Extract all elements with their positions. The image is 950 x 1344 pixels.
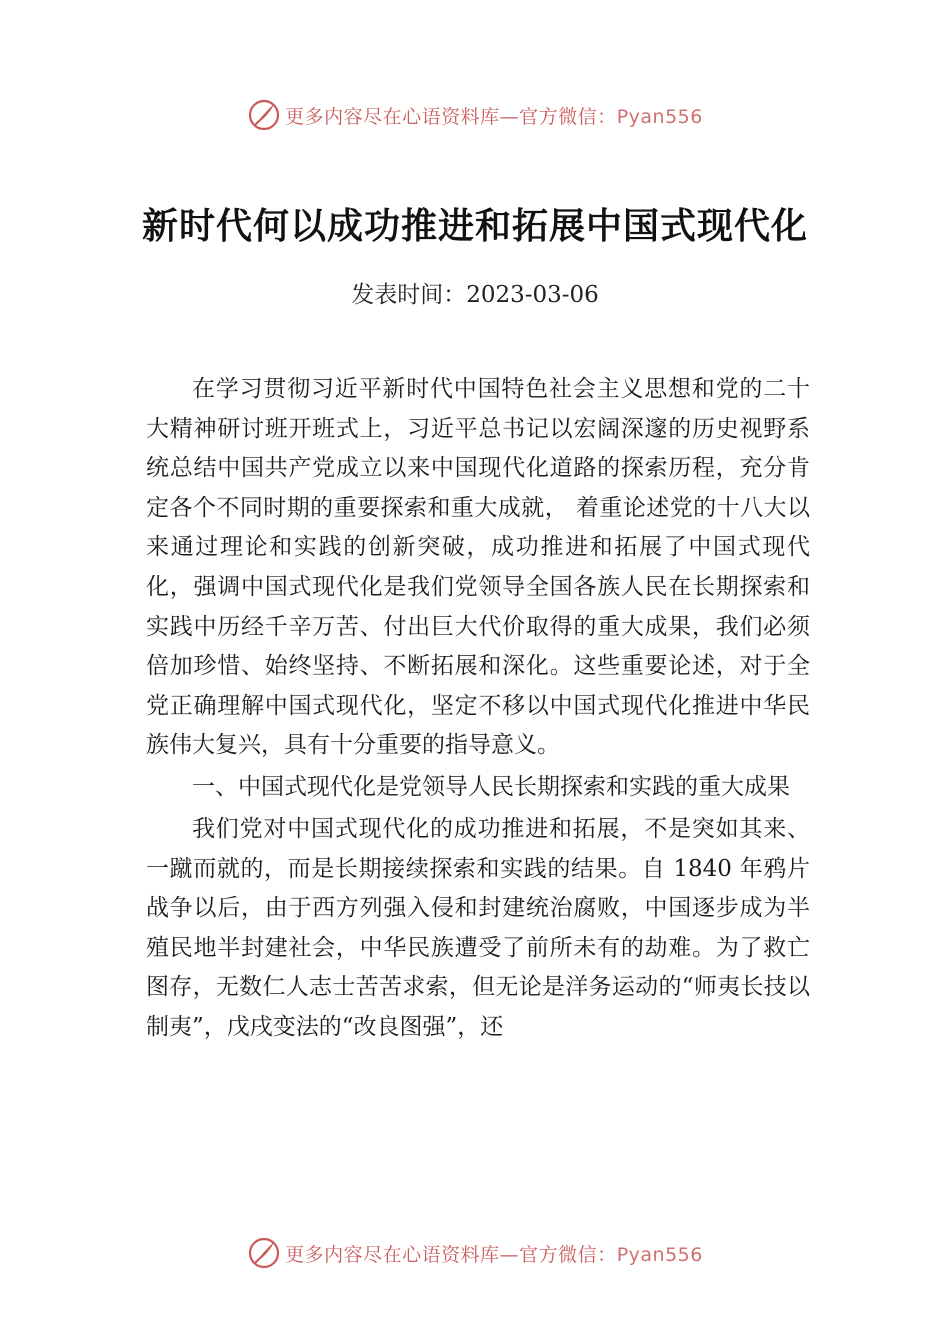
banner-wechat-id: Pyan556: [616, 105, 703, 128]
banner-wechat-id: Pyan556: [616, 1243, 703, 1266]
section-heading: 一、中国式现代化是党领导人民长期探索和实践的重大成果: [192, 773, 790, 800]
article-body: [146, 370, 810, 1048]
quill-logo-icon: [247, 1236, 281, 1270]
date-value: 2023-03-06: [466, 282, 599, 308]
quill-logo-icon: [247, 98, 281, 132]
banner-slogan: 更多内容尽在心语资料库: [285, 105, 500, 128]
banner-text: [285, 1240, 703, 1267]
publish-date: [0, 276, 950, 309]
paragraph: 在学习贯彻习近平新时代中国特色社会主义思想和党的二十大精神研讨班开班式上，习近平总书记以宏阔深邃的历史视野系统总结中国共产党成立以来中国现代化道路的探索历程，充分肯定各个不同时期的重要探索和重大成就， 着重论述党的十八大以来通过理论和实践的创新突破，成功推进和拓展了中国式现代化，强调中国式现代化是我们党领导全国各族人民在长期探索和实践中历经千辛万苦、付出巨大代价取得的重大成果，我们必须倍加珍惜、始终坚持、不断拓展和深化。这些重要论述，对于全党正确理解中国式现代化，坚定不移以中国式现代化推进中华民族伟大复兴，具有十分重要的指导意义。: [146, 376, 810, 759]
header-banner: [0, 95, 950, 135]
banner-wechat-label: 官方微信：: [519, 1243, 617, 1266]
banner-separator: —: [499, 105, 520, 128]
banner-text: [285, 102, 703, 129]
footer-banner: [0, 1233, 950, 1273]
banner-separator: —: [499, 1243, 520, 1266]
banner-wechat-label: 官方微信：: [519, 105, 617, 128]
paragraph: 我们党对中国式现代化的成功推进和拓展，不是突如其来、一蹴而就的，而是长期接续探索和实践的结果。自 1840 年鸦片战争以后，由于西方列强入侵和封建统治腐败，中国逐步成为半殖民地半封建社会，中华民族遭受了前所未有的劫难。为了救亡图存，无数仁人志士苦苦求索，但无论是洋务运动的“师夷长技以制夷”，戊戌变法的“改良图强”，还: [146, 815, 810, 1040]
article-title: 新时代何以成功推进和拓展中国式现代化: [141, 205, 808, 247]
banner-slogan: 更多内容尽在心语资料库: [285, 1243, 500, 1266]
date-label: 发表时间：: [351, 282, 467, 308]
